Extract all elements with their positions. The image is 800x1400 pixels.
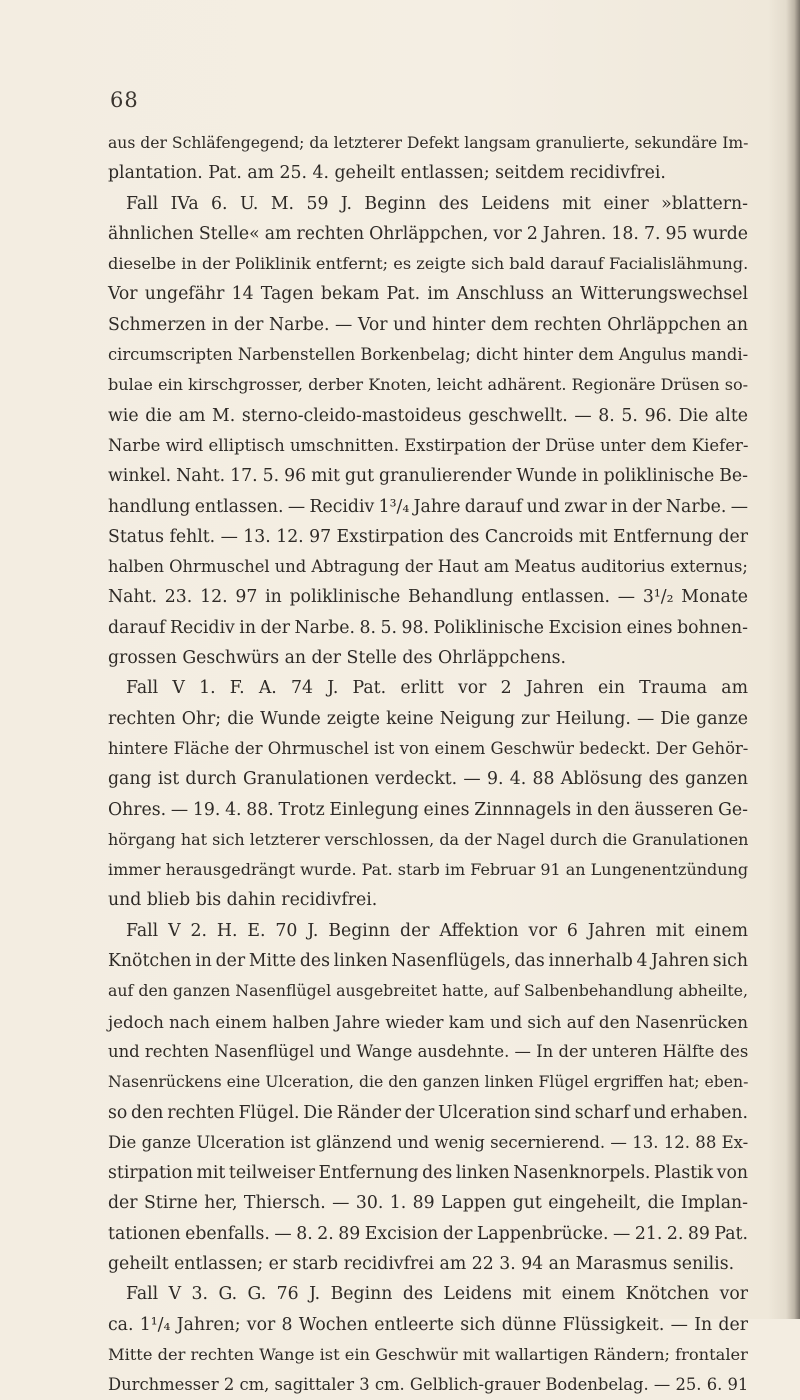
text-line: hintere Fläche der Ohrmuschel ist von einem Geschwür bedeckt. Der Gehör- [108,738,749,758]
text-line: hörgang hat sich letzterer verschlossen, da der Nagel durch die Granulationen [108,829,749,849]
text-line: aus der Schläfengegend; da letzterer Defekt langsam granulierte, sekundäre Im- [108,134,749,152]
text-line: rechten Ohr; die Wunde zeigte keine Neigung zur Heilung. — Die ganze [108,708,748,729]
text-line: stirpation mit teilweiser Entfernung des linken Nasenknorpels. Plastik von [108,1163,748,1184]
text-line: immer herausgedrängt wurde. Pat. starb im Februar 91 an Lungenentzündung [108,860,749,880]
text-line: Narbe wird elliptisch umschnitten. Exstirpation der Drüse unter dem Kiefer- [108,435,749,455]
text-line: Nasenrückens eine Ulceration, die den ganzen linken Flügel ergriffen hat; eben- [108,1072,749,1092]
text-line: und blieb bis dahin recidivfrei. [108,890,378,911]
text-line: Fall IVa 6. U. M. 59 J. Beginn des Leidens mit einer »blattern- [126,193,748,214]
text-line: Vor ungefähr 14 Tagen bekam Pat. im Anschluss an Witterungswechsel [108,284,748,305]
text-line: plantation. Pat. am 25. 4. geheilt entlassen; seitdem recidivfrei. [108,163,666,184]
text-line: Die ganze Ulceration ist glänzend und wenig secernierend. — 13. 12. 88 Ex- [108,1132,749,1152]
text-line: ähnlichen Stelle« am rechten Ohrläppchen, vor 2 Jahren. 18. 7. 95 wurde [108,223,748,244]
text-line: Status fehlt. — 13. 12. 97 Exstirpation des Cancroids mit Entfernung der [108,526,748,547]
text-line: wie die am M. sterno-cleido-mastoideus geschwellt. — 8. 5. 96. Die alte [108,405,748,426]
text-line: grossen Geschwürs an der Stelle des Ohrläppchens. [108,648,567,669]
text-line: darauf Recidiv in der Narbe. 8. 5. 98. Poliklinische Excision eines bohnen- [108,617,748,638]
page-edge-shadow [786,0,800,1319]
text-line: so den rechten Flügel. Die Ränder der Ulceration sind scharf und erhaben. [108,1102,748,1123]
text-line: tationen ebenfalls. — 8. 2. 89 Excision der Lappenbrücke. — 21. 2. 89 Pat. [108,1223,748,1244]
text-line: halben Ohrmuschel und Abtragung der Haut am Meatus auditorius externus; [108,557,748,577]
text-line: gang ist durch Granulationen verdeckt. — 9. 4. 88 Ablösung des ganzen [108,769,748,790]
text-line: Fall V 2. H. E. 70 J. Beginn der Affektion vor 6 Jahren mit einem [126,920,748,941]
text-line: jedoch nach einem halben Jahre wieder kam und sich auf den Nasenrücken [108,1011,749,1032]
text-line: ca. 1¹/₄ Jahren; vor 8 Wochen entleerte sich dünne Flüssigkeit. — In der [108,1314,748,1335]
text-line: circumscripten Narbenstellen Borkenbelag; dicht hinter dem Angulus mandi- [108,345,749,365]
text-line: Fall V 1. F. A. 74 J. Pat. erlitt vor 2 Jahren ein Trauma am [126,678,748,699]
text-line: Naht. 23. 12. 97 in poliklinische Behandlung entlassen. — 3¹/₂ Monate [108,587,748,608]
body-text [108,128,748,1400]
text-line: Fall V 3. G. G. 76 J. Beginn des Leidens mit einem Knötchen vor [126,1284,748,1305]
text-line: auf den ganzen Nasenflügel ausgebreitet hatte, auf Salbenbehandlung abheilte, [108,981,748,1001]
text-line: bulae ein kirschgrosser, derber Knoten, leicht adhärent. Regionäre Drüsen so- [108,375,749,395]
text-line: Mitte der rechten Wange ist ein Geschwür mit wallartigen Rändern; frontaler [108,1344,748,1364]
text-line: Knötchen in der Mitte des linken Nasenflügels, das innerhalb 4 Jahren sich [108,951,748,972]
text-line: Schmerzen in der Narbe. — Vor und hinter dem rechten Ohrläppchen an [108,314,748,335]
text-line: Ohres. — 19. 4. 88. Trotz Einlegung eines Zinnnagels in den äusseren Ge- [108,799,748,820]
text-line: dieselbe in der Poliklinik entfernt; es zeigte sich bald darauf Facialislähmung. [108,254,749,274]
text-line: der Stirne her, Thiersch. — 30. 1. 89 Lappen gut eingeheilt, die Implan- [108,1193,748,1214]
text-line: handlung entlassen. — Recidiv 1³/₄ Jahre darauf und zwar in der Narbe. — [108,496,748,517]
text-line: winkel. Naht. 17. 5. 96 mit gut granulierender Wunde in poliklinische Be- [108,466,748,487]
text-line: Durchmesser 2 cm, sagittaler 3 cm. Gelblich-grauer Bodenbelag. — 25. 6. 91 [108,1375,749,1395]
page-number [110,88,139,112]
text-line: geheilt entlassen; er starb recidivfrei am 22 3. 94 an Marasmus senilis. [108,1253,735,1274]
text-line: und rechten Nasenflügel und Wange ausdehnte. — In der unteren Hälfte des [108,1041,749,1061]
page-number-value: 68 [110,88,139,112]
